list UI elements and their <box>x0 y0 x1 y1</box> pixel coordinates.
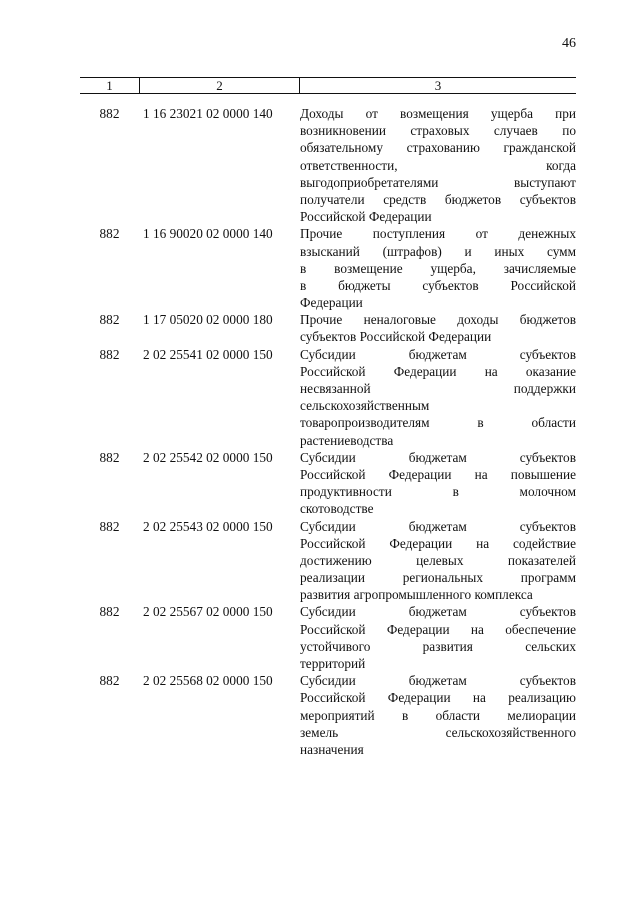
description-line: назначения <box>300 741 364 757</box>
income-description-cell <box>298 518 576 604</box>
description-line: территорий <box>300 656 366 671</box>
description-line: достижению целевых показателей <box>300 552 576 568</box>
budget-classification-code-cell: 2 02 25542 02 0000 150 <box>143 449 273 465</box>
administrator-code-cell: 882 <box>99 226 120 242</box>
description-line: Российской Федерации на содействие <box>300 535 576 551</box>
description-line: в бюджеты субъектов Российской <box>300 277 576 293</box>
description-line: получатели средств бюджетов субъектов <box>300 191 576 207</box>
description-line: Российской Федерации на повышение <box>300 466 576 482</box>
description-line: Субсидии бюджетам субъектов <box>300 518 576 534</box>
column-header-3: 3 <box>434 78 442 93</box>
administrator-code-cell: 882 <box>99 312 120 328</box>
description-line: в возмещение ущерба, зачисляемые <box>300 260 576 276</box>
column-header-2: 2 <box>140 78 300 93</box>
description-line: Российской Федерации на реализацию <box>300 690 576 706</box>
administrator-code-cell: 882 <box>99 346 120 362</box>
description-line: мероприятий в области мелиорации <box>300 707 576 723</box>
administrator-code-cell: 882 <box>99 106 120 121</box>
table-row <box>80 311 576 345</box>
description-line: устойчивого развития сельских <box>300 638 576 654</box>
budget-classification-code-cell: 2 02 25567 02 0000 150 <box>143 604 273 620</box>
description-line: несвязанной поддержки <box>300 381 576 396</box>
description-line: Прочие поступления от денежных <box>300 226 576 242</box>
administrator-code-cell: 882 <box>99 449 120 465</box>
table-row <box>80 672 576 758</box>
description-line: реализации региональных программ <box>300 570 576 586</box>
income-codes-table <box>80 77 576 758</box>
page-number: 46 <box>562 36 576 51</box>
income-description-cell <box>298 105 576 225</box>
budget-classification-code-cell: 2 02 25543 02 0000 150 <box>143 518 273 534</box>
description-line: Доходы от возмещения ущерба при <box>300 106 576 121</box>
income-description-cell <box>298 603 576 672</box>
table-row <box>80 603 576 672</box>
budget-classification-code-cell: 1 16 23021 02 0000 140 <box>143 106 273 121</box>
description-line: товаропроизводителям в области <box>300 415 576 431</box>
description-line: скотоводстве <box>300 501 374 517</box>
description-line: выгодоприобретателями выступают <box>300 174 576 190</box>
description-line: Прочие неналоговые доходы бюджетов <box>300 312 576 328</box>
description-line: Субсидии бюджетам субъектов <box>300 673 576 689</box>
income-description-cell <box>298 225 576 311</box>
budget-classification-code-cell: 1 17 05020 02 0000 180 <box>143 312 273 328</box>
description-line: субъектов Российской Федерации <box>300 329 492 345</box>
income-description-cell <box>298 672 576 758</box>
description-line: Субсидии бюджетам субъектов <box>300 449 576 465</box>
description-line: ответственности, когда <box>300 157 576 173</box>
administrator-code-cell: 882 <box>99 604 120 620</box>
description-line: Субсидии бюджетам субъектов <box>300 346 576 362</box>
description-line: растениеводства <box>300 432 394 448</box>
table-row <box>80 105 576 225</box>
description-line: Российской Федерации <box>300 209 432 225</box>
table-row <box>80 449 576 518</box>
table-row <box>80 225 576 311</box>
table-header-row <box>80 77 576 94</box>
column-header-1: 1 <box>80 78 140 93</box>
description-line: Федерации <box>300 295 363 311</box>
table-row <box>80 518 576 604</box>
table-body <box>80 105 576 758</box>
description-line: земель сельскохозяйственного <box>300 724 576 740</box>
budget-classification-code-cell: 1 16 90020 02 0000 140 <box>143 226 273 242</box>
income-description-cell <box>298 346 576 449</box>
description-line: сельскохозяйственным <box>300 398 430 414</box>
description-line: развития агропромышленного комплекса <box>300 587 533 603</box>
description-line: Российской Федерации на оказание <box>300 363 576 379</box>
income-description-cell <box>298 449 576 518</box>
income-description-cell <box>298 311 576 345</box>
description-line: Российской Федерации на обеспечение <box>300 621 576 637</box>
budget-classification-code-cell: 2 02 25541 02 0000 150 <box>143 346 273 362</box>
table-row <box>80 346 576 449</box>
description-line: возникновении страховых случаев по <box>300 123 576 139</box>
budget-classification-code-cell: 2 02 25568 02 0000 150 <box>143 673 273 689</box>
description-line: продуктивности в молочном <box>300 484 576 500</box>
description-line: взысканий (штрафов) и иных сумм <box>300 243 576 259</box>
description-line: обязательному страхованию гражданской <box>300 140 576 156</box>
administrator-code-cell: 882 <box>99 518 120 534</box>
description-line: Субсидии бюджетам субъектов <box>300 604 576 620</box>
administrator-code-cell: 882 <box>99 673 120 689</box>
